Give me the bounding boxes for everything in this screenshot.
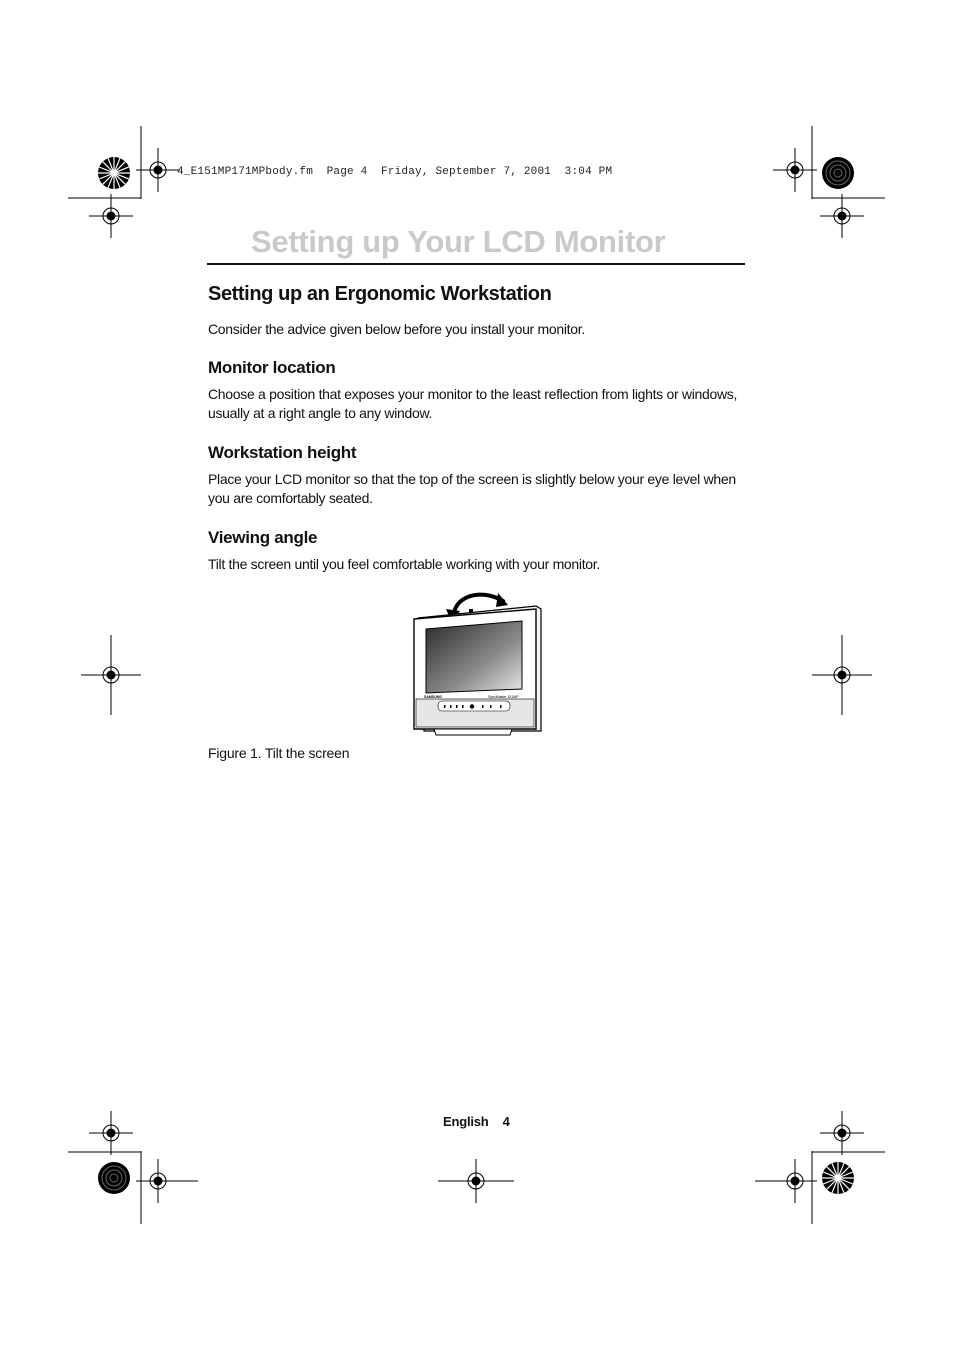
title-rule — [207, 263, 745, 265]
model-label: SyncMaster 151MP — [488, 695, 519, 699]
file-slug: 4_E151MP171MPbody.fm Page 4 Friday, September 7, 2001 3:04 PM — [177, 166, 613, 178]
section-intro: Consider the advice given below before you install your monitor. — [208, 321, 585, 337]
figure-caption: Figure 1. Tilt the screen — [208, 745, 350, 761]
monitor-tilt-illustration — [400, 583, 550, 743]
page-footer — [443, 1114, 510, 1129]
section-title: Setting up an Ergonomic Workstation — [208, 283, 552, 305]
heading-viewing-angle: Viewing angle — [208, 528, 318, 547]
heading-monitor-location: Monitor location — [208, 358, 336, 377]
text-workstation-height: Place your LCD monitor so that the top of the screen is slightly below your eye level when you are comfortably seated. — [208, 471, 736, 506]
chapter-title: Setting up Your LCD Monitor — [251, 224, 666, 259]
text-viewing-angle: Tilt the screen until you feel comfortable working with your monitor. — [208, 556, 600, 572]
page-number: 4 — [502, 1114, 510, 1129]
heading-workstation-height: Workstation height — [208, 443, 357, 462]
brand-label: SAMSUNG — [424, 695, 442, 699]
text-monitor-location: Choose a position that exposes your monitor to the least reflection from lights or windows, usually at a right angle to any window. — [208, 386, 738, 421]
footer-language: English — [443, 1114, 489, 1129]
